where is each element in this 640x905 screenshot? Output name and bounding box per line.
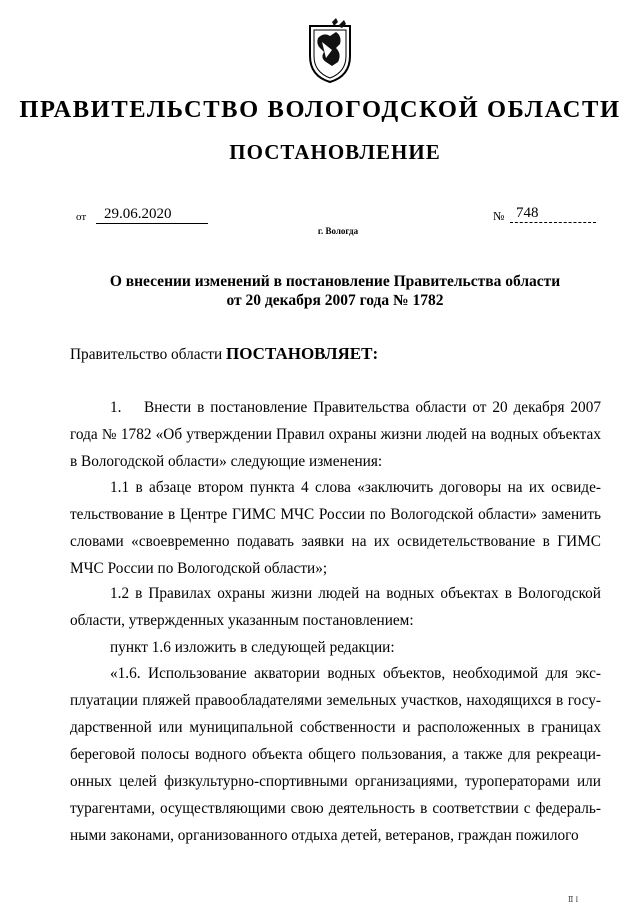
page-mark: Ⅱ I <box>568 895 579 904</box>
decree-intro: Правительство области <box>70 346 227 363</box>
document-subject <box>60 272 610 310</box>
document-number: 748 <box>510 205 596 223</box>
subject-line-2: от 20 декабря 2007 года № 1782 <box>226 292 444 309</box>
paragraph-1-6: «1.6. Использование акватории водных объектов, необходимой для эксплуатации пляжей правообладателями земельных участков, находящихся в государственной или муниципальной собственности и расположенных в границах береговой полосы водного объекта общего пользования, а также для рекреационных целей физкультурно-спортивными организациями, туроператорами или турагентами, осуществляющими свою деятельность в соответствии с федеральными законами, организованного отдыха детей, ветеранов, граждан пожилого <box>70 665 601 844</box>
document-type: ПОСТАНОВЛЕНИЕ <box>229 140 441 164</box>
paragraph-punkt: пункт 1.6 изложить в следующей редакции: <box>110 639 395 656</box>
paragraph-1-number: 1. <box>110 399 122 416</box>
government-title: ПРАВИТЕЛЬСТВО ВОЛОГОДСКОЙ ОБЛАСТИ <box>19 96 621 123</box>
number-label: № <box>493 209 505 223</box>
decree-statement <box>70 340 601 368</box>
paragraph-1-2: 1.2 в Правилах охраны жизни людей на водных объектах в Вологодской области, утвержденных указанным постановлением: <box>70 585 601 629</box>
date-label: от <box>76 211 87 223</box>
paragraph-1 <box>70 394 601 475</box>
subject-line-1: О внесении изменений в постановление Правительства области <box>109 273 561 290</box>
document-date: 29.06.2020 <box>96 206 208 224</box>
decree-word: ПОСТАНОВЛЯЕТ: <box>226 344 379 363</box>
paragraph-1-1: 1.1 в абзаце втором пункта 4 слова «заключить договоры на их освидетельствование в Центре ГИМС МЧС России по Вологодской области» заменить словами «своевременно подавать заявки на их освидетельствование в ГИМС МЧС России по Вологодской области»; <box>70 479 601 577</box>
document-city: г. Вологда <box>317 226 359 236</box>
paragraph-1-text: Внести в постановление Правительства области от 20 декабря 2007 года № 1782 «Об утверждении Правил охраны жизни людей на водных объектах в Вологодской области» следующие изменения: <box>70 399 601 470</box>
vologda-coat-of-arms-icon <box>302 18 358 86</box>
